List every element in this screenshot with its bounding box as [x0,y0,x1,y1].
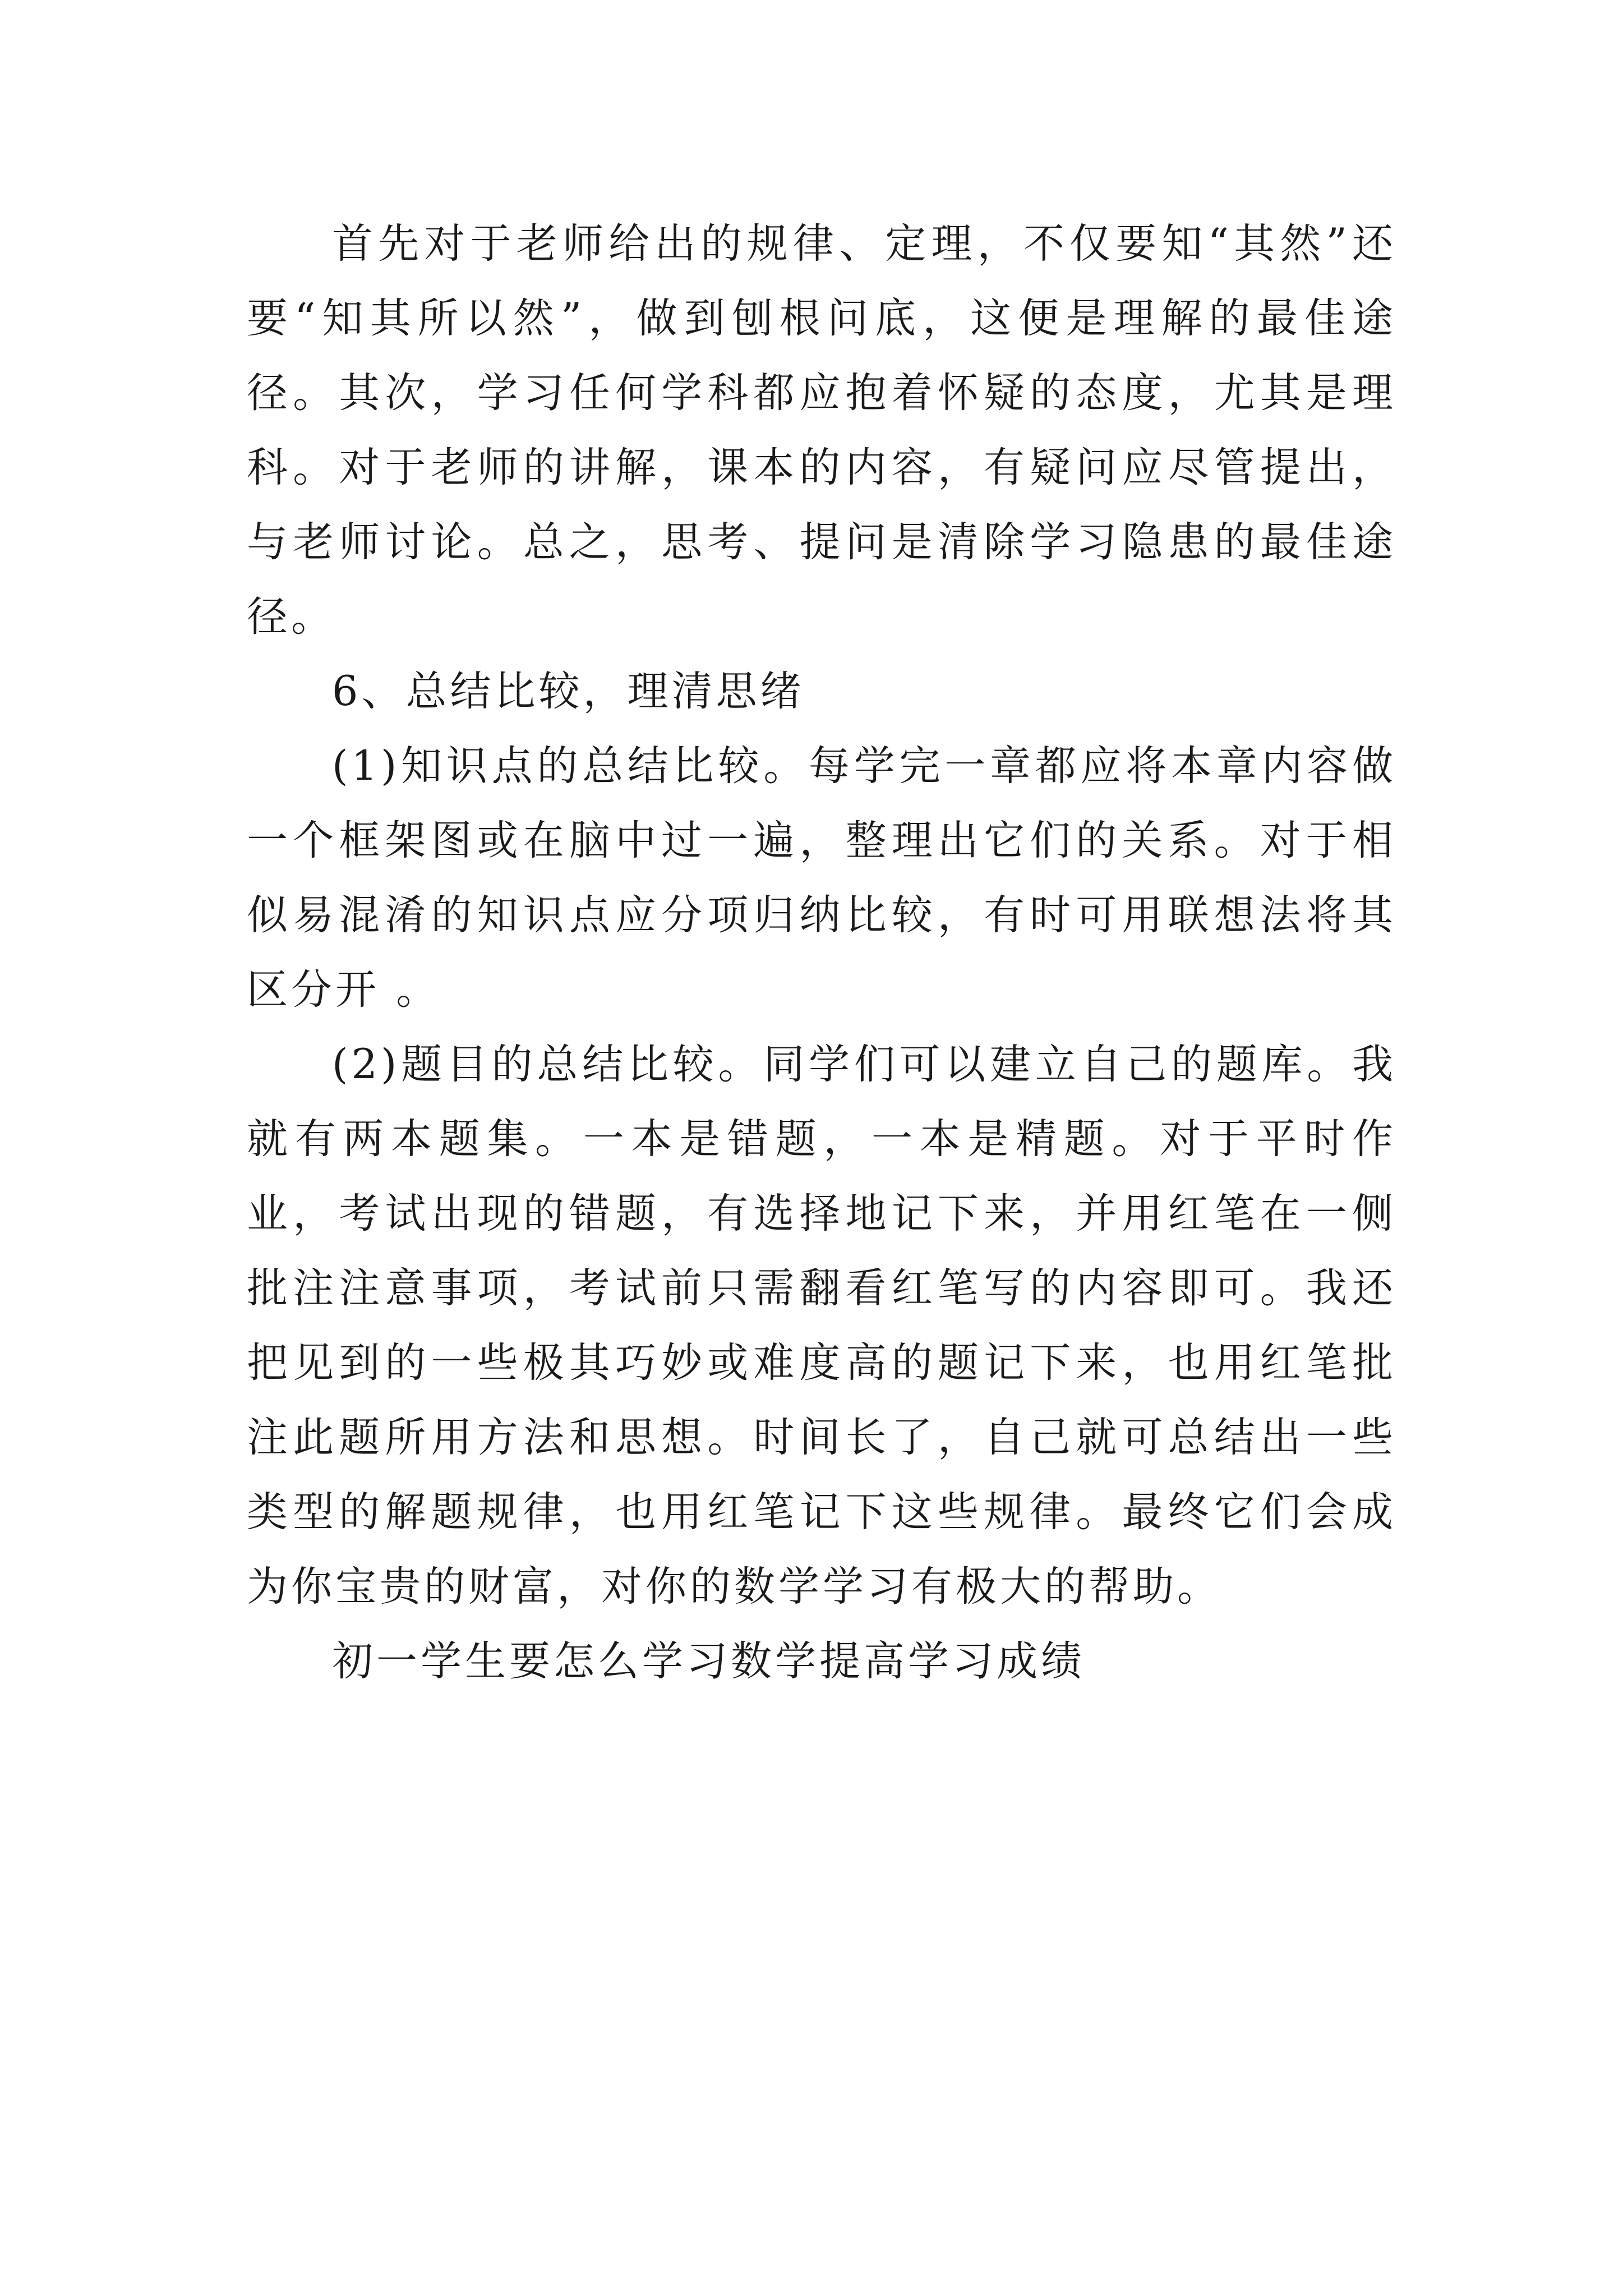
paragraph-understanding: 首先对于老师给出的规律、定理，不仅要知“其然”还要“知其所以然”，做到刨根问底，这便是理解的最佳途径。其次，学习任何学科都应抱着怀疑的态度，尤其是理科。对于老师的讲解，课本的内容，有疑问应尽管提出，与老师讨论。总之，思考、提问是清除学习隐患的最佳途径。 [247,220,1396,641]
body-text [247,206,1396,1699]
paragraph-knowledge-points: (1)知识点的总结比较。每学完一章都应将本章内容做一个框架图或在脑中过一遍，整理出它们的关系。对于相似易混淆的知识点应分项归纳比较，有时可用联想法将其区分开 。 [247,742,1396,1014]
paragraph-heading-summary: 6、总结比较，理清思绪 [332,668,805,715]
paragraph-question-bank: (2)题目的总结比较。同学们可以建立自己的题库。我就有两本题集。一本是错题，一本是精题。对于平时作业，考试出现的错题，有选择地记下来，并用红笔在一侧批注注意事项，考试前只需翻看红笔写的内容即可。我还把见到的一些极其巧妙或难度高的题记下来，也用红笔批注此题所用方法和思想。时间长了，自己就可总结出一些类型的解题规律，也用红笔记下这些规律。最终它们会成为你宝贵的财富，对你的数学学习有极大的帮助。 [247,1041,1396,1611]
paragraph-closing-title: 初一学生要怎么学习数学提高学习成绩 [332,1637,1085,1685]
